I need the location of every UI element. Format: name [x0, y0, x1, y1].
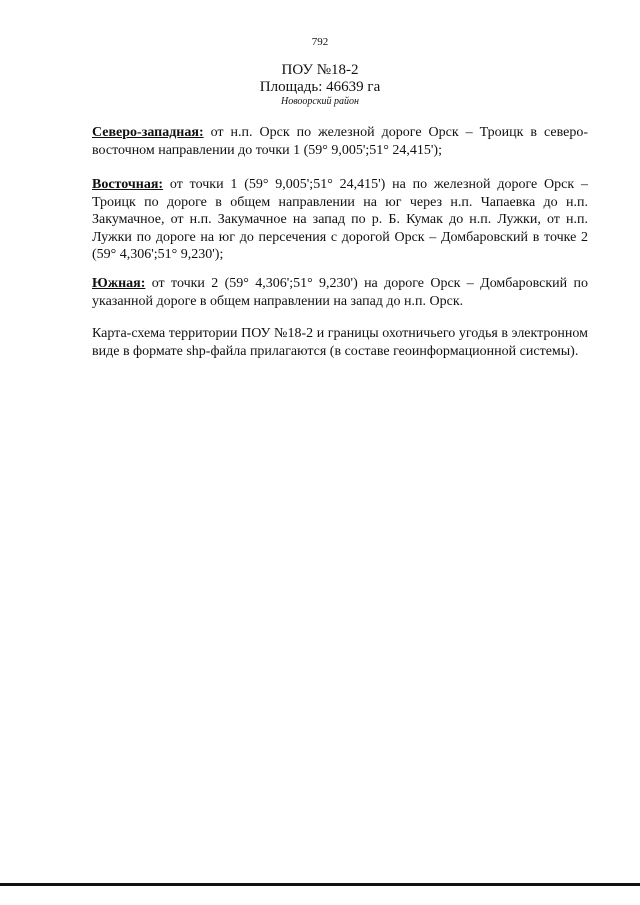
east-boundary-paragraph [92, 176, 588, 264]
east-boundary-label: Восточная: [92, 177, 164, 192]
south-boundary-text: от точки 2 (59° 4,306';51° 9,230') на дороге Орск – Домбаровский по указанной дороге в общем направлении на запад до н.п. Орск. [92, 276, 588, 309]
south-boundary-label: Южная: [92, 276, 146, 291]
northwest-boundary-label: Северо-западная: [92, 125, 204, 140]
northwest-boundary-text: от н.п. Орск по железной дороге Орск – Троицк в северо-восточном направлении до точки 1 (59° 9,005';51° 24,415'); [92, 125, 588, 158]
district-name: Новоорский район [280, 96, 359, 107]
east-boundary-text: от точки 1 (59° 9,005';51° 24,415') на по железной дороге Орск – Троицк по дороге в общем направлении на юг через н.п. Чапаевка до н.п. Закумачное, от н.п. Закумачное на запад по р. Б. Кумак до н.п. Лужки, от н.п. Лужки по дороге на юг до персечения с дорогой Орск – Домбаровский в точке 2 (59° 4,306';51° 9,230'); [92, 177, 588, 263]
closing-paragraph: Карта-схема территории ПОУ №18-2 и границы охотничьего угодья в электронном виде в формате shp-файла прилагаются (в составе геоинформационной системы). [92, 326, 588, 359]
area-line: Площадь: 46639 га [259, 79, 381, 95]
page-number: 792 [311, 36, 329, 48]
document-title: ПОУ №18-2 [281, 62, 359, 78]
northwest-boundary-paragraph [92, 124, 588, 159]
bottom-divider [0, 883, 640, 886]
south-boundary-paragraph [92, 275, 588, 310]
